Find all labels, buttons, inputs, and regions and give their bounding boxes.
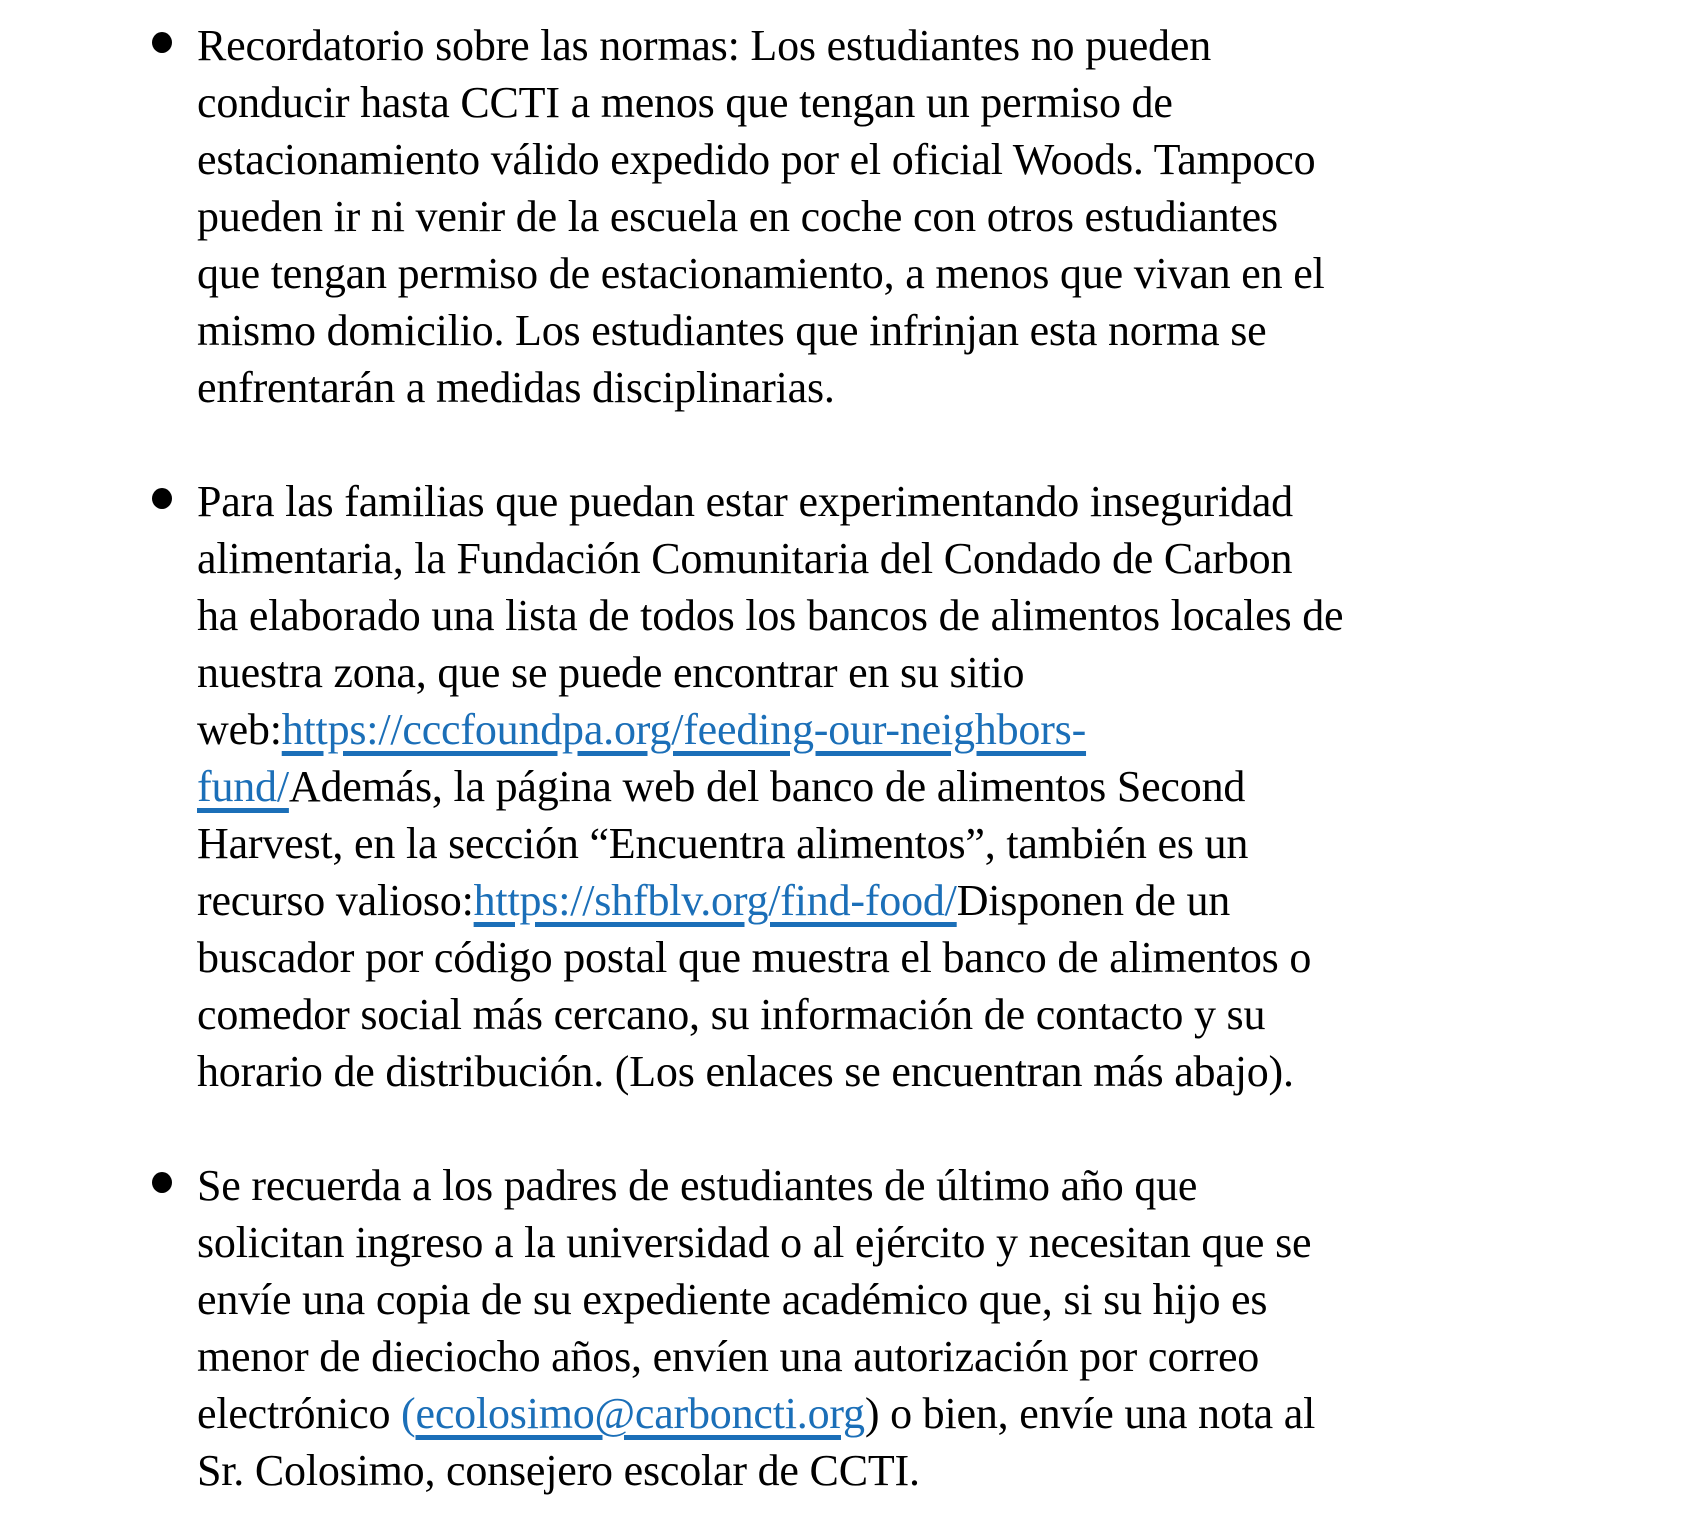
- text-line: [197, 131, 1325, 188]
- text-line: [197, 74, 1325, 131]
- bullet-dot-icon: [152, 488, 172, 509]
- text-line: [197, 815, 1343, 872]
- text-run: web:: [197, 705, 282, 754]
- bullet-text: [197, 473, 1343, 1100]
- text-line: [197, 1328, 1315, 1385]
- text-run: buscador por código postal que muestra el banco de alimentos o: [197, 933, 1312, 982]
- text-run: nuestra zona, que se puede encontrar en su sitio: [197, 648, 1025, 697]
- bullet-item: [152, 1157, 1700, 1499]
- text-line: [197, 701, 1343, 758]
- text-line: [197, 1442, 1315, 1499]
- bullet-text: [197, 1157, 1315, 1499]
- text-line: [197, 644, 1343, 701]
- text-run: Se recuerda a los padres de estudiantes de último año que: [197, 1161, 1198, 1210]
- text-run: ) o bien, envíe una nota al: [864, 1389, 1316, 1438]
- text-line: [197, 986, 1343, 1043]
- text-line: [197, 302, 1325, 359]
- text-run: envíe una copia de su expediente académico que, si su hijo es: [197, 1275, 1268, 1324]
- text-run: Disponen de un: [956, 876, 1231, 925]
- text-run: recurso valioso:: [197, 876, 474, 925]
- text-line: [197, 188, 1325, 245]
- text-line: [197, 1271, 1315, 1328]
- hyperlink[interactable]: (: [401, 1389, 416, 1438]
- bullet-dot-icon: [152, 1172, 172, 1193]
- text-line: [197, 1043, 1343, 1100]
- hyperlink[interactable]: https://cccfoundpa.org/feeding-our-neighbors-: [281, 705, 1087, 754]
- bullet-item: [152, 473, 1700, 1100]
- hyperlink[interactable]: ecolosimo@carboncti.org: [415, 1389, 865, 1438]
- text-line: [197, 929, 1343, 986]
- text-line: [197, 530, 1343, 587]
- text-line: [197, 872, 1343, 929]
- text-line: [197, 1385, 1315, 1442]
- text-line: [197, 473, 1343, 530]
- text-run: comedor social más cercano, su información de contacto y su: [197, 990, 1266, 1039]
- text-run: que tengan permiso de estacionamiento, a menos que vivan en el: [197, 249, 1325, 298]
- bullet-item: [152, 17, 1700, 416]
- text-run: Recordatorio sobre las normas: Los estudiantes no pueden: [197, 21, 1211, 70]
- text-run: horario de distribución. (Los enlaces se encuentran más abajo).: [197, 1047, 1294, 1096]
- text-run: alimentaria, la Fundación Comunitaria del Condado de Carbon: [197, 534, 1293, 583]
- text-run: Sr. Colosimo, consejero escolar de CCTI.: [197, 1446, 920, 1495]
- text-run: enfrentarán a medidas disciplinarias.: [197, 363, 835, 412]
- text-run: solicitan ingreso a la universidad o al ejército y necesitan que se: [197, 1218, 1312, 1267]
- text-line: [197, 587, 1343, 644]
- text-line: [197, 245, 1325, 302]
- text-run: menor de dieciocho años, envíen una autorización por correo: [197, 1332, 1260, 1381]
- bullet-dot-icon: [152, 32, 172, 53]
- text-run: pueden ir ni venir de la escuela en coche con otros estudiantes: [197, 192, 1278, 241]
- bullet-list: [0, 17, 1700, 1499]
- text-line: [197, 1214, 1315, 1271]
- text-run: electrónico: [197, 1389, 402, 1438]
- hyperlink[interactable]: https://shfblv.org/find-food/: [473, 876, 957, 925]
- text-run: mismo domicilio. Los estudiantes que infrinjan esta norma se: [197, 306, 1267, 355]
- text-run: estacionamiento válido expedido por el oficial Woods. Tampoco: [197, 135, 1316, 184]
- text-run: Harvest, en la sección “Encuentra alimentos”, también es un: [197, 819, 1249, 868]
- text-run: ha elaborado una lista de todos los bancos de alimentos locales de: [197, 591, 1344, 640]
- text-run: Para las familias que puedan estar experimentando inseguridad: [197, 477, 1293, 526]
- bullet-text: [197, 17, 1325, 416]
- text-line: [197, 17, 1325, 74]
- text-run: Además, la página web del banco de alimentos Second: [288, 762, 1246, 811]
- text-run: conducir hasta CCTI a menos que tengan un permiso de: [197, 78, 1173, 127]
- text-line: [197, 1157, 1315, 1214]
- hyperlink[interactable]: fund/: [197, 762, 289, 811]
- text-line: [197, 758, 1343, 815]
- text-line: [197, 359, 1325, 416]
